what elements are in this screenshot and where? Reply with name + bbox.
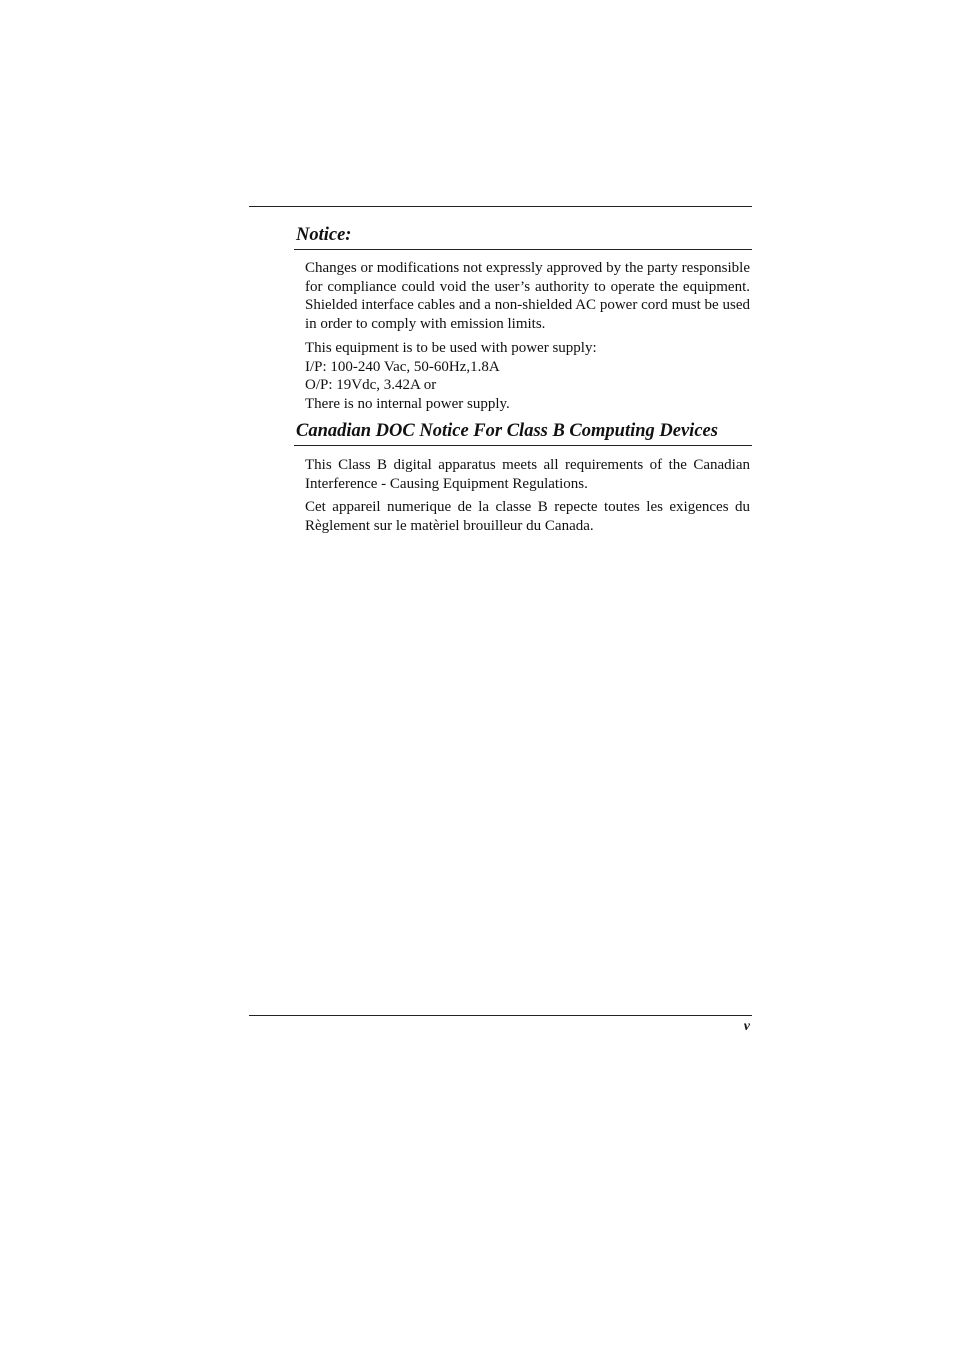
power-supply-output: O/P: 19Vdc, 3.42A or [305,377,437,393]
power-supply-intro: This equipment is to be used with power supply: [305,340,597,356]
bottom-divider [249,1015,752,1016]
page-number: v [743,1019,750,1034]
canadian-french-paragraph: Cet appareil numerique de la classe B repecte toutes les exigences du Règlement sur le matèriel brouilleur du Canada. [305,499,750,534]
notice-heading: Notice: [296,225,352,245]
canadian-doc-heading: Canadian DOC Notice For Class B Computing Devices [296,421,718,441]
power-supply-input: I/P: 100-240 Vac, 50-60Hz,1.8A [305,358,500,375]
top-divider [249,206,752,207]
canadian-heading-underline [294,445,752,446]
notice-heading-underline [294,249,752,250]
power-supply-internal: There is no internal power supply. [305,395,510,412]
power-supply-block [305,339,750,413]
canadian-english-paragraph: This Class B digital apparatus meets all requirements of the Canadian Interference - Causing Equipment Regulations. [305,457,750,492]
notice-paragraph: Changes or modifications not expressly approved by the party responsible for compliance could void the user’s authority to operate the equipment. Shielded interface cables and a non-shielded AC power cord must be used in order to comply with emission limits. [305,260,750,332]
